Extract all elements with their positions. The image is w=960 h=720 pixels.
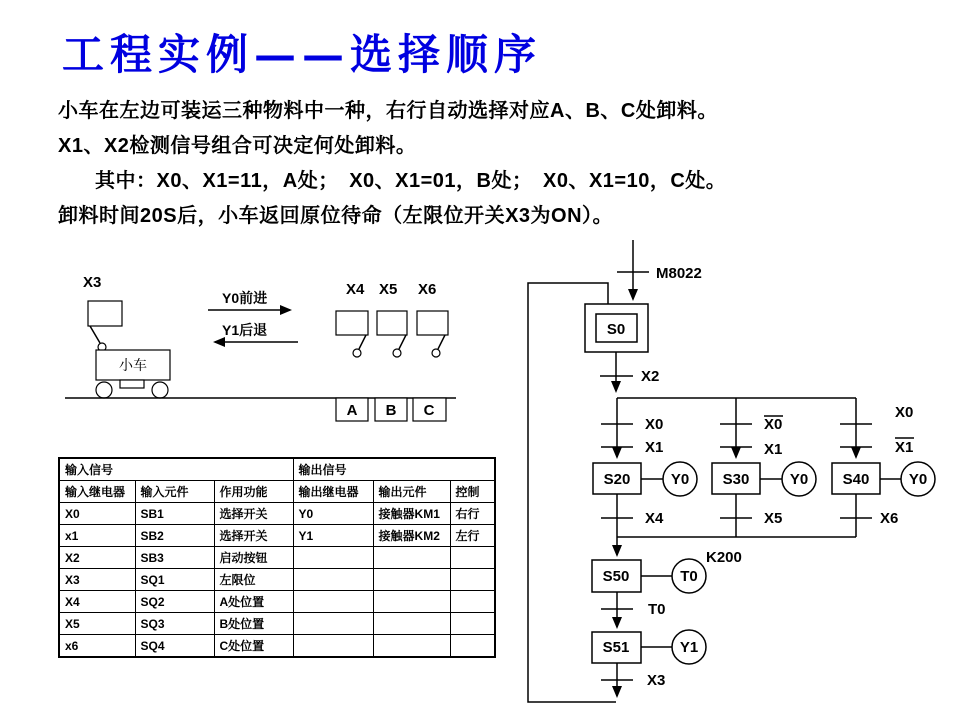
cell: B处位置 <box>214 613 293 635</box>
transition-label-x2: X2 <box>641 368 660 385</box>
transition-label: X1 <box>895 439 914 456</box>
cell: A处位置 <box>214 591 293 613</box>
station-label: B <box>385 402 397 419</box>
transition-label: X0 <box>895 404 914 421</box>
cell: X5 <box>59 613 135 635</box>
sfc-diagram <box>500 240 960 718</box>
cell <box>293 591 373 613</box>
cell: 接触器KM1 <box>373 503 450 525</box>
limit-switch-label: X3 <box>83 274 102 291</box>
branch-s20 <box>593 398 697 537</box>
sensor-x4 <box>336 281 368 357</box>
cart-wheel-left <box>96 382 112 398</box>
cell <box>450 613 495 635</box>
cell <box>373 547 450 569</box>
cell <box>293 635 373 658</box>
paragraph-line-3: 其中：X0、X1=11，A处； X0、X1=01，B处； X0、X1=10，C处。 <box>95 170 727 192</box>
sensor-label: X6 <box>418 281 437 298</box>
paragraph-line-1: 小车在左边可装运三种物料中一种，右行自动选择对应A、B、C处卸料。 <box>58 100 718 122</box>
init-contact-label: M8022 <box>656 265 702 282</box>
timer-label: T0 <box>680 568 698 585</box>
sensor-label: X5 <box>379 281 398 298</box>
sensor-roller <box>432 349 440 357</box>
transition-label: X0 <box>764 416 783 433</box>
table-row <box>59 613 495 635</box>
table-row <box>59 547 495 569</box>
cell: X4 <box>59 591 135 613</box>
table-row <box>59 635 495 658</box>
cart-axle <box>120 380 144 388</box>
cell: Y0 <box>293 503 373 525</box>
sensor-x5 <box>377 281 407 357</box>
cell: 左限位 <box>214 569 293 591</box>
cell: SQ3 <box>135 613 214 635</box>
cell: 左行 <box>450 525 495 547</box>
step-label: S20 <box>603 471 631 488</box>
cell: SB2 <box>135 525 214 547</box>
paragraph-line-4: 卸料时间20S后，小车返回原位待命（左限位开关X3为ON）。 <box>58 205 614 227</box>
limit-switch-lever <box>90 326 100 343</box>
transition-label: X6 <box>880 510 899 527</box>
page-title: 工程实例——选择顺序 <box>62 30 543 79</box>
sensor-lever <box>359 335 366 349</box>
cell <box>450 547 495 569</box>
paragraph-line-2: X1、X2检测信号组合可决定何处卸料。 <box>58 135 417 157</box>
col-header: 输出元件 <box>373 481 450 503</box>
col-header: 作用功能 <box>214 481 293 503</box>
cell: SB1 <box>135 503 214 525</box>
step-s51-label: S51 <box>602 639 630 656</box>
cell: SQ4 <box>135 635 214 658</box>
sensor-lever <box>399 335 406 349</box>
cell: X0 <box>59 503 135 525</box>
step-s0-label: S0 <box>606 321 626 338</box>
col-header: 输出继电器 <box>293 481 373 503</box>
cart-diagram <box>60 273 460 433</box>
sensor-body <box>417 311 448 335</box>
sensor-body <box>336 311 368 335</box>
transition-label-t0: T0 <box>648 601 666 618</box>
description-paragraph <box>58 94 948 234</box>
sensor-roller <box>393 349 401 357</box>
cell <box>450 591 495 613</box>
cell: SB3 <box>135 547 214 569</box>
station-label: C <box>423 402 435 419</box>
cell <box>293 569 373 591</box>
cell: 接触器KM2 <box>373 525 450 547</box>
cell: 右行 <box>450 503 495 525</box>
cart-label: 小车 <box>119 357 147 373</box>
sensor-body <box>377 311 407 335</box>
station-label: A <box>346 402 358 419</box>
sensor-label: X4 <box>346 281 365 298</box>
transition-label: X0 <box>645 416 664 433</box>
cart-wheel-right <box>152 382 168 398</box>
output-label: Y0 <box>789 471 809 488</box>
table-row <box>59 503 495 525</box>
cell <box>373 613 450 635</box>
step-label: S30 <box>722 471 750 488</box>
cell <box>373 591 450 613</box>
cell: 启动按钮 <box>214 547 293 569</box>
timer-value-label: K200 <box>706 549 742 566</box>
table-row <box>59 525 495 547</box>
forward-arrow-label: Y0前进 <box>222 290 268 306</box>
table-row-col-headers <box>59 481 495 503</box>
cell: SQ2 <box>135 591 214 613</box>
cell <box>293 613 373 635</box>
cell <box>373 635 450 658</box>
col-header: 输入元件 <box>135 481 214 503</box>
cell: x6 <box>59 635 135 658</box>
transition-label: X4 <box>645 510 664 527</box>
step-label: S40 <box>842 471 870 488</box>
sensor-lever <box>438 335 445 349</box>
step-s50-label: S50 <box>602 568 630 585</box>
branch-s40 <box>832 398 935 537</box>
table-row <box>59 591 495 613</box>
backward-arrow-label: Y1后退 <box>222 322 268 338</box>
io-signal-table <box>58 457 496 658</box>
station-c <box>413 398 446 421</box>
transition-label: X1 <box>764 441 783 458</box>
station-b <box>375 398 407 421</box>
cell: X3 <box>59 569 135 591</box>
output-label-y1: Y1 <box>679 639 699 656</box>
group-header-output: 输出信号 <box>293 458 495 481</box>
sensor-x6 <box>417 281 448 357</box>
branch-s30 <box>712 398 816 537</box>
cell: Y1 <box>293 525 373 547</box>
sensor-roller <box>353 349 361 357</box>
col-header: 输入继电器 <box>59 481 135 503</box>
cell <box>373 569 450 591</box>
output-label: Y0 <box>670 471 690 488</box>
station-a <box>336 398 368 421</box>
group-header-input: 输入信号 <box>59 458 293 481</box>
table-row-group-header <box>59 458 495 481</box>
limit-switch-body <box>88 301 122 326</box>
output-label: Y0 <box>908 471 928 488</box>
cell: x1 <box>59 525 135 547</box>
cell <box>450 569 495 591</box>
cell: C处位置 <box>214 635 293 658</box>
transition-label: X1 <box>645 439 664 456</box>
cell: X2 <box>59 547 135 569</box>
table-row <box>59 569 495 591</box>
transition-label-x3: X3 <box>647 672 666 689</box>
col-header: 控制 <box>450 481 495 503</box>
cell <box>450 635 495 658</box>
cell: 选择开关 <box>214 525 293 547</box>
cell: 选择开关 <box>214 503 293 525</box>
cell: SQ1 <box>135 569 214 591</box>
transition-label: X5 <box>764 510 783 527</box>
cell <box>293 547 373 569</box>
